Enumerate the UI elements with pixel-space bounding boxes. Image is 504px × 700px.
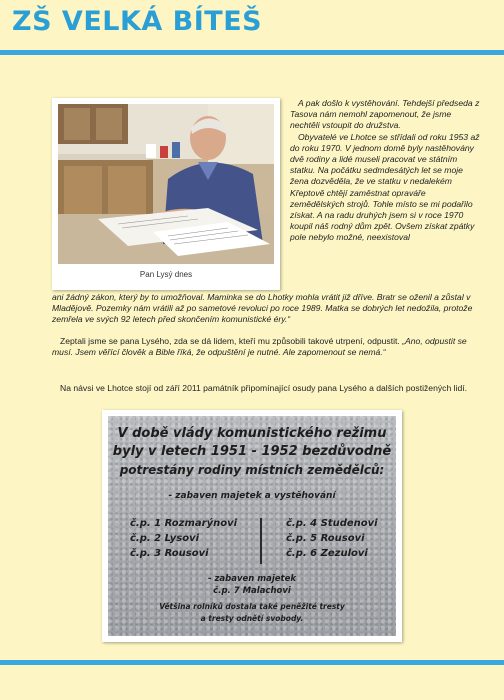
- memorial-family: č.p. 2 Lysovi: [130, 533, 200, 544]
- page-title: ZŠ VELKÁ BÍTEŠ: [12, 6, 263, 37]
- article-paragraph: Na návsi ve Lhotce stojí od září 2011 památník připomínající osudy pana Lysého a dalších postižených lidí.: [60, 383, 468, 393]
- memorial-stone: [108, 416, 396, 636]
- memorial-family-list-left: [130, 516, 237, 561]
- memorial-inscription-line: byly v letech 1951 - 1952 bezdůvodně: [112, 444, 392, 459]
- memorial-inscription-line: - zabaven majetek a vystěhování: [168, 491, 336, 501]
- memorial-family: č.p. 6 Zezulovi: [286, 548, 368, 559]
- memorial-inscription-line: a tresty odnětí svobody.: [200, 614, 304, 623]
- photo-caption: Pan Lysý dnes: [139, 270, 193, 279]
- portrait-photo: [52, 98, 280, 290]
- article-paragraph: A pak došlo k vystěhování. Tehdejší předseda z Tasova nám nemohl zapomenout, že jsme nechtěli vstoupit do družstva.: [290, 98, 480, 131]
- memorial-family: č.p. 5 Rousovi: [286, 533, 365, 544]
- memorial-inscription-line: - zabaven majetek: [207, 574, 297, 584]
- article-continuation: [52, 292, 482, 326]
- memorial-family: č.p. 3 Rousovi: [130, 548, 209, 559]
- memorial-inscription-line: potrestány rodiny místních zemědělců:: [119, 463, 385, 477]
- portrait-image: [58, 104, 274, 264]
- memorial-family-list-right: [286, 516, 378, 561]
- memorial-family: č.p. 4 Studenovi: [286, 518, 378, 529]
- memorial-inscription-line: V době vlády komunistického režimu: [117, 426, 387, 441]
- article-paragraph: ani žádný zákon, který by to umožňoval. Maminka se do Lhotky mohla vrátit již dříve. Bratr se oženil a zůstal v Mladějově. Pozemky nám vrátili až po sametové revoluci po roce 1989. Matka se dobrých let nedožila, protože zemřela ve svých 92 letech před skončením komunistické éry.“: [52, 292, 473, 325]
- memorial-intro: [52, 383, 482, 394]
- top-rule: [0, 50, 504, 55]
- article-column: [290, 98, 480, 244]
- memorial-inscription-line: Většina rolníků dostala také peněžité tresty: [159, 602, 345, 611]
- bottom-rule: [0, 660, 504, 665]
- article-paragraph: Obyvatelé ve Lhotce se střídali od roku 1953 až do roku 1970. V jednom domě byly nastěhovány dvě rodiny a lidé museli pracovat ve státním statku. Na počátku sedmdesátých let se moje žena dozvěděla, že ve statku v nedalekém Křeptově chtějí zaměstnat opraváře zemědělských strojů. Tohle místo se mi podařilo získat. A na radu druhých jsem si v roce 1970 koupil náš rodný dům zpět. Ovšem získat zpátky pole nebylo možné, neexistoval: [290, 131, 480, 243]
- answer-quote: „Ano, odpustit se musí. Jsem věřící člověk a Bible říká, že odpuštění je nutné. Ale zapomenout se nemá.“: [52, 336, 467, 358]
- memorial-photo: [102, 410, 402, 642]
- memorial-divider: [260, 518, 262, 564]
- memorial-inscription-line: č.p. 7 Malachovi: [213, 586, 291, 596]
- memorial-family: č.p. 1 Rozmarýnovi: [130, 518, 238, 529]
- question-text: Zeptali jsme se pana Lysého, zda se dá lidem, kteří mu způsobili takové utrpení, odpustit.: [60, 336, 400, 346]
- interview-question: [52, 336, 482, 358]
